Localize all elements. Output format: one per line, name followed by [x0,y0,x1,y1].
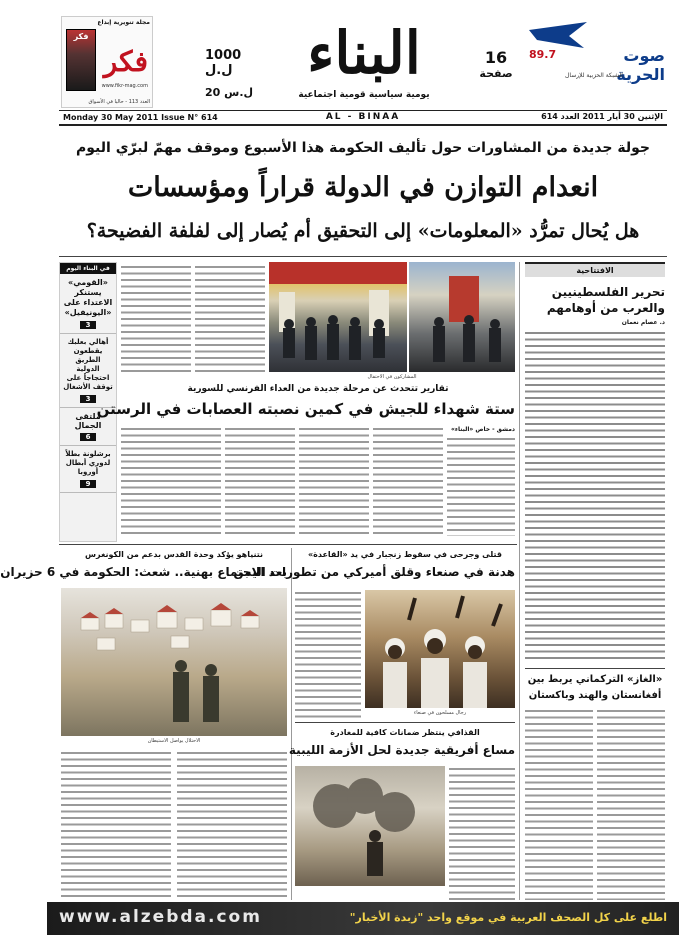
masthead-rule-top [59,110,667,111]
gas-headline-1: «الغاز» التركماني يربط بين [527,674,663,685]
sidebar-header: في البناء اليوم [60,263,116,274]
army-column-2 [373,426,443,536]
army-column-4 [225,426,295,536]
sidebar-item-title: ملتقى الجمال [74,412,102,430]
ceremony-figures-2 [409,262,515,372]
radio-name: صوت الحرية [616,46,665,84]
editorial-title-line1: تحرير الفلسطينيين [551,285,665,299]
magazine-ad[interactable] [61,16,153,108]
lead-subhead: هل يُحال تمرُّد «المعلومات» إلى التحقيق أم يُصار إلى لفلفة الفضيحة؟ [86,220,640,242]
sidebar-item-title: «القومي» يستنكر الاعتداء على «اليونيفيل» [63,278,113,317]
gas-column-2 [525,708,593,900]
footer-slogan: اطلع على كل الصحف العربية في موقع واحد "زبدة الأخبار" [349,911,667,924]
magazine-cover [66,29,96,91]
issue-date-en: Monday 30 May 2011 Issue N° 614 [63,113,218,122]
libya-headline: مساع أفريقية جديدة لحل الأزمة الليبية [288,743,515,757]
yemen-headline: هدنة في صنعاء وقلق أميركي من تطورات اليمن [233,565,515,579]
sidebar-item-page: 6 [80,433,96,441]
sidebar-item-title: أهالي بعلبك يقطعون الطريق الدولية احتجاجاً على توقف الأشغال [63,338,113,391]
yemen-photo [365,590,515,708]
radio-subtitle: الشبكة الحزبية للإرسال [565,72,623,79]
article-column-b [195,264,265,376]
column-divider [291,548,292,900]
logo-latin: AL - BINAA [325,112,401,122]
section-rule-mid [59,544,517,545]
price-box [205,48,260,99]
lead-headline: انعدام التوازن في الدولة قراراً ومؤسسات [127,172,599,203]
settlement-photo [61,588,287,736]
magazine-cover-logo: فكر [73,32,89,41]
yemen-column [295,590,361,718]
magazine-logo: فكر [103,45,148,78]
editorial-column [525,262,665,666]
magazine-tagline: مجلة تنويرية إبداع [97,19,150,26]
libya-kicker: القذافي ينتظر ضمانات كافية للمغادرة [330,728,480,737]
settlement-caption: الاحتلال يواصل الاستيطان [147,738,201,744]
libya-rule [295,722,515,723]
magazine-issue: العدد 113 - حاليا في الأسواق [88,99,150,105]
editorial-title-line2: والعرب من أوهامهم [546,301,665,315]
magazine-url: www.fikr-mag.com [101,83,148,89]
issue-date-ar: الإثنين 30 أيار 2011 العدد 614 [541,112,663,121]
libya-column [449,766,515,900]
army-headline: ستة شهداء للجيش في كمين نصبته العصابات في الرستن [96,400,515,418]
lead-kicker: جولة جديدة من المشاورات حول تأليف الحكومة هذا الأسبوع وموقف مهمّ لبرّي اليوم [76,140,650,156]
lead-rule [59,256,667,257]
army-column-1 [447,436,515,536]
editorial-byline: د. عصام نعمان [621,319,665,326]
newspaper-subtitle: يومية سياسية قومية اجتماعية [298,90,430,100]
editorial-section-label: الافتتاحية [525,262,665,277]
price-syria: 20 ل.س [205,86,254,99]
sidebar-item-4[interactable] [60,446,116,493]
nato-headline: بعد الاجتماع بهنية.. شعث: الحكومة في 6 حزيران [0,565,287,579]
army-column-3 [299,426,369,536]
nato-column-1 [61,750,171,900]
sidebar-item-page: 3 [80,395,96,403]
sidebar-item-2[interactable] [60,334,116,408]
ceremony-figures [269,262,407,372]
pages-label: صفحة [479,67,513,80]
gas-headline-2: أفغانستان والهند وباكستان [528,690,662,701]
libya-photo [295,766,445,886]
yemen-crowd [365,590,515,708]
yemen-caption: رجال مسلحون في صنعاء [413,710,467,716]
nato-column-2 [177,750,287,900]
pages-count: 16 [484,48,508,67]
army-kicker: تقارير تتحدث عن مرحلة جديدة من العداء الفرنسي للسورية [187,384,449,394]
footer-banner[interactable] [47,902,679,935]
sidebar-item-title: برشلونة بطلاً لدوري أبطال أوروبا [65,450,111,476]
gas-column-1 [597,708,665,900]
army-byline: دمشق - خاص «البناء» [451,426,515,433]
editorial-body-lines [525,330,665,660]
gas-rule [525,668,665,669]
sidebar-item-page: 9 [80,480,96,488]
nato-kicker: نتنياهو يؤكد وحدة القدس بدعم من الكونغرس [84,550,264,559]
radio-frequency: 89.7 [529,48,557,61]
footer-url[interactable]: www.alzebda.com [59,907,262,927]
pages-box [471,48,521,80]
masthead-rule-bottom [59,124,667,126]
settlement-scene [61,588,287,736]
radio-ad[interactable] [525,18,665,102]
price-lebanon: 1000 ل.ل [205,48,242,78]
sidebar-item-page: 3 [80,321,96,329]
article-column-a [121,264,191,376]
ceremony-photo-2 [409,262,515,372]
ceremony-photo [269,262,407,372]
yemen-kicker: قتلى وجرحى في سقوط زنجبار في يد «القاعدة» [307,550,503,559]
army-column-5 [121,426,221,536]
newspaper-logo: البناء [307,19,421,87]
libya-scene [295,766,445,886]
right-column-divider [519,262,520,900]
ceremony-caption: المشاركون في الاحتفال [367,374,417,380]
sidebar-item-1[interactable] [60,274,116,334]
